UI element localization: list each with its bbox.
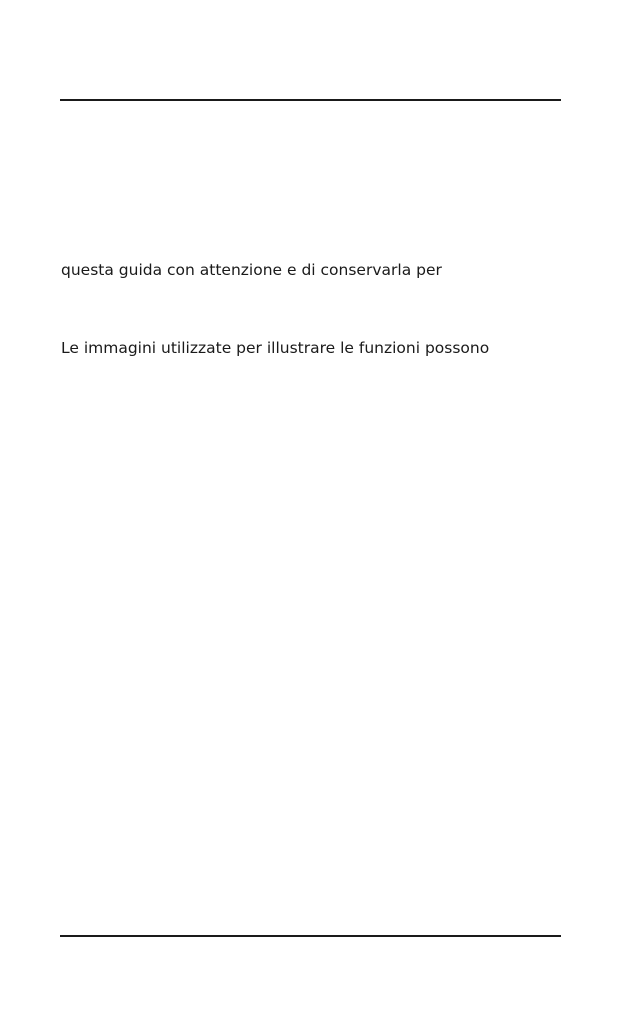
text-line-2: Le immagini utilizzate per illustrare le funzioni possono — [61, 339, 490, 357]
bottom-rule — [60, 935, 561, 937]
text-line-1: questa guida con attenzione e di conservarla per — [61, 261, 442, 279]
top-rule — [60, 99, 561, 101]
